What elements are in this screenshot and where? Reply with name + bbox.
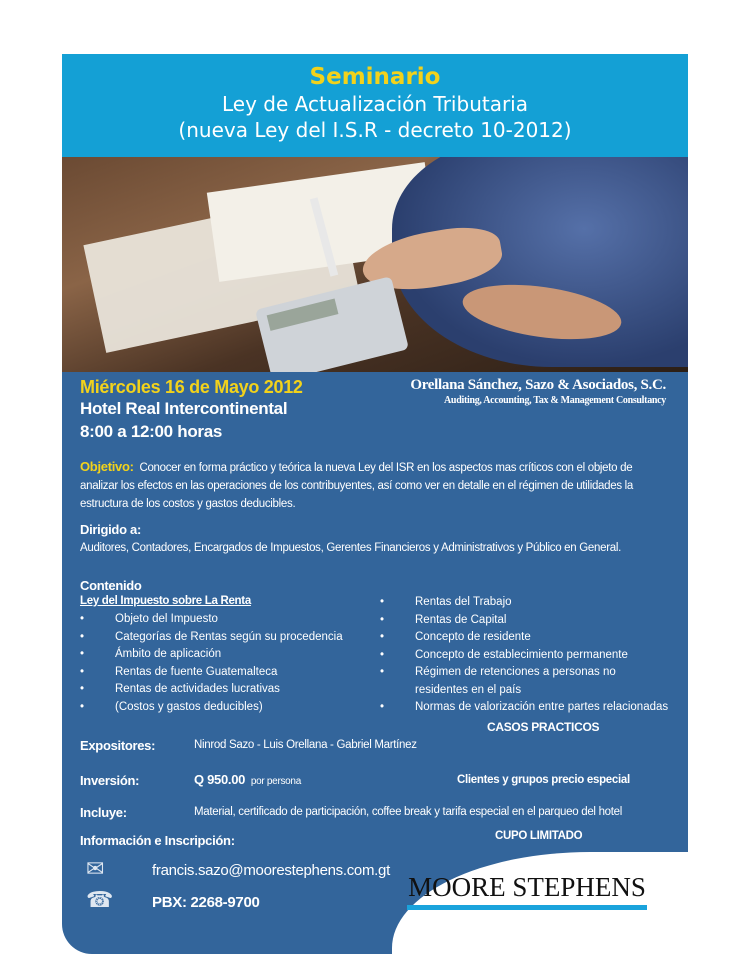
seminar-subtitle-2: (nueva Ley del I.S.R - decreto 10-2012)	[178, 118, 572, 142]
practical-cases: CASOS PRACTICOS	[487, 720, 600, 734]
contact-email[interactable]: francis.sazo@moorestephens.com.gt	[152, 862, 390, 879]
content-label: Contenido	[80, 578, 142, 593]
includes-value: Material, certificado de participación, coffee break y tarifa especial en el parqueo del hotel	[194, 806, 623, 818]
includes-label: Incluye:	[80, 805, 127, 820]
investment-value	[194, 772, 301, 787]
hero-photo	[62, 157, 688, 372]
contact-phone: PBX: 2268-9700	[152, 894, 260, 911]
event-date: Miércoles 16 de Mayo 2012	[80, 377, 303, 397]
content-list-left	[80, 611, 343, 716]
list-item: • Rentas de Capital	[380, 612, 670, 630]
event-hours: 8:00 a 12:00 horas	[80, 422, 223, 441]
content-list-right	[380, 594, 670, 717]
logo-text: MOORE STEPHENS	[408, 872, 646, 902]
speakers-label: Expositores:	[80, 738, 156, 753]
special-price: Clientes y grupos precio especial	[457, 774, 630, 786]
price-unit: por persona	[250, 776, 301, 787]
audience-label: Dirigido a:	[80, 522, 141, 537]
seminar-title: Seminario	[309, 64, 441, 90]
list-item: • Concepto de establecimiento permanente	[380, 647, 670, 665]
speakers-value: Ninrod Sazo - Luis Orellana - Gabriel Martínez	[194, 739, 417, 751]
list-item: • Categorías de Rentas según su procedencia	[80, 629, 343, 647]
list-item: • Concepto de residente	[380, 629, 670, 647]
objective-label: Objetivo:	[80, 459, 134, 474]
contact-label: Información e Inscripción:	[80, 833, 235, 848]
header-banner	[62, 54, 688, 157]
content-panel	[62, 372, 688, 954]
flyer	[62, 54, 688, 954]
seminar-subtitle: Ley de Actualización Tributaria	[222, 92, 528, 116]
logo-underline	[407, 905, 647, 910]
list-item: • Ámbito de aplicación	[80, 646, 343, 664]
price: Q 950.00	[194, 772, 246, 787]
list-item: • Rentas de fuente Guatemalteca	[80, 664, 343, 682]
moore-stephens-logo	[407, 872, 647, 910]
audience-text: Auditores, Contadores, Encargados de Impuestos, Gerentes Financieros y Administrativos y Público en General.	[80, 542, 621, 554]
list-item: • Régimen de retenciones a personas no residentes en el país	[380, 664, 670, 699]
list-item: • Normas de valorización entre partes relacionadas	[380, 699, 670, 717]
envelope-icon: ✉	[86, 856, 105, 881]
list-item: • Rentas del Trabajo	[380, 594, 670, 612]
list-item: • (Costos y gastos deducibles)	[80, 699, 343, 717]
list-item: • Objeto del Impuesto	[80, 611, 343, 629]
firm-tagline: Auditing, Accounting, Tax & Management Consultancy	[444, 395, 666, 406]
list-item: • Rentas de actividades lucrativas	[80, 681, 343, 699]
telephone-icon: ☎	[86, 887, 114, 912]
investment-label: Inversión:	[80, 773, 140, 788]
event-venue: Hotel Real Intercontinental	[80, 399, 288, 418]
logo-wave	[392, 852, 722, 972]
objective	[80, 458, 670, 513]
limited-seats: CUPO LIMITADO	[495, 830, 583, 842]
content-subtitle: Ley del Impuesto sobre La Renta	[80, 595, 251, 607]
firm-name: Orellana Sánchez, Sazo & Asociados, S.C.	[410, 377, 666, 393]
objective-text: Conocer en forma práctico y teórica la nueva Ley del ISR en los aspectos mas críticos con el objeto de analizar los efectos en las operaciones de los contribuyentes, así como ver en detalle en el régimen de utilidades la estructura de los costos y gastos deducibles.	[80, 462, 634, 510]
